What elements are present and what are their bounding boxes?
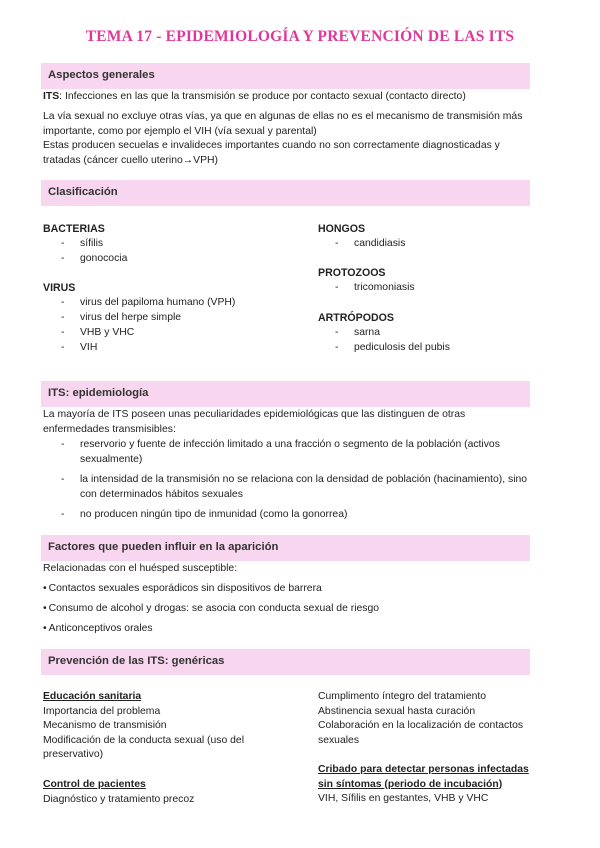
artropodos-label: ARTRÓPODOS [318, 312, 394, 324]
section-clasificacion-title: Clasificación [48, 186, 118, 198]
list-item: • Anticonceptivos orales [43, 622, 533, 637]
educacion-line2: Mecanismo de transmisión [43, 720, 167, 732]
list-item: - VIH [80, 341, 97, 356]
its-definition-text: : Infecciones en las que la transmisión se produce por contacto sexual (contacto directo) [59, 91, 466, 102]
epi-item2-line1: - la intensidad de la transmisión no se relaciona con la densidad de población (hacinamiento), sino [80, 474, 528, 485]
section-epidemiologia-title: ITS: epidemiología [48, 387, 149, 399]
list-item: - VHB y VHC [80, 326, 134, 341]
right-line4: sexuales [318, 734, 360, 746]
aspectos-p1-line2: importante, como por ejemplo el VIH (vía sexual y parental) [43, 125, 317, 137]
aspectos-p2-line1: Estas producen secuelas e invalideces importantes cuando no son correctamente diagnosticadas y [43, 140, 500, 152]
list-item: • Consumo de alcohol y drogas: se asocia con conducta sexual de riesgo [43, 602, 533, 617]
bacterias-label: BACTERIAS [43, 223, 105, 235]
section-prevencion-title: Prevención de las ITS: genéricas [48, 655, 225, 667]
list-item: - virus del herpe simple [80, 311, 181, 326]
cribado-label-line1: Cribado para detectar personas infectadas [318, 764, 529, 775]
cribado-line1: VIH, Sífilis en gestantes, VHB y VHC [318, 793, 489, 805]
list-item: • Contactos sexuales esporádicos sin dispositivos de barrera [43, 582, 533, 597]
section-aspectos-title: Aspectos generales [48, 69, 155, 81]
section-factores-title: Factores que pueden influir en la aparición [48, 541, 279, 553]
list-item: - sífilis [80, 237, 103, 252]
section-prevencion-header [41, 649, 530, 675]
list-item: - tricomoniasis [354, 281, 415, 296]
educacion-line4: preservativo) [43, 749, 104, 761]
section-clasificacion-header [41, 180, 530, 206]
control-line1: Diagnóstico y tratamiento precoz [43, 793, 195, 805]
control-label: Control de pacientes [43, 779, 146, 790]
aspectos-p1-line1: La vía sexual no excluye otras vías, ya que en algunas de ellas no es el mecanismo de transmisión más [43, 111, 523, 122]
epi-item1-line2: sexualmente) [80, 453, 143, 465]
section-aspectos-header [41, 63, 530, 89]
aspectos-p2-line2: tratadas (cáncer cuello uterino→VPH) [43, 154, 218, 166]
right-line1: Cumplimento íntegro del tratamiento [318, 691, 487, 702]
section-epidemiologia-header [41, 381, 530, 407]
section-factores-header [41, 535, 530, 561]
list-item: - gonococia [80, 252, 127, 267]
tratamiento-block [318, 690, 558, 748]
educacion-line1: Importancia del problema [43, 705, 161, 717]
right-line2: Abstinencia sexual hasta curación [318, 705, 476, 717]
list-item [80, 438, 540, 467]
protozoos-label: PROTOZOOS [318, 267, 386, 279]
epi-item1-line1: - reservorio y fuente de infección limitado a una fracción o segmento de la población (activos [80, 439, 500, 450]
educacion-line3: Modificación de la conducta sexual (uso del [43, 734, 245, 746]
list-item: - sarna [354, 326, 380, 341]
factores-intro: Relacionadas con el huésped susceptible: [43, 563, 238, 574]
page-title: TEMA 17 - EPIDEMIOLOGÍA Y PREVENCIÓN DE LAS ITS [85, 28, 515, 45]
epidemiologia-intro-line1: La mayoría de ITS poseen unas peculiaridades epidemiológicas que las distinguen de otras [43, 409, 466, 420]
list-item: - candidiasis [354, 237, 405, 252]
epidemiologia-intro [43, 408, 533, 437]
virus-label: VIRUS [43, 282, 76, 294]
control-block [43, 778, 293, 807]
cribado-block [318, 763, 568, 807]
epidemiologia-intro-line2: enfermedades transmisibles: [43, 423, 176, 435]
educacion-label: Educación sanitaria [43, 691, 142, 702]
its-term: ITS [43, 91, 60, 102]
its-definition [43, 90, 533, 105]
list-item: - virus del papiloma humano (VPH) [80, 296, 235, 311]
list-item: - no producen ningún tipo de inmunidad (como la gonorrea) [80, 508, 347, 523]
epi-item2-line2: con determinados hábitos sexuales [80, 488, 243, 500]
right-line3: Colaboración en la localización de contactos [318, 720, 524, 732]
aspectos-paragraph-1 [43, 110, 533, 168]
list-item [80, 473, 540, 502]
cribado-label-line2: sin síntomas (periodo de incubación) [318, 778, 503, 790]
educacion-block [43, 690, 293, 763]
hongos-label: HONGOS [318, 223, 366, 235]
list-item: - pediculosis del pubis [354, 341, 450, 356]
